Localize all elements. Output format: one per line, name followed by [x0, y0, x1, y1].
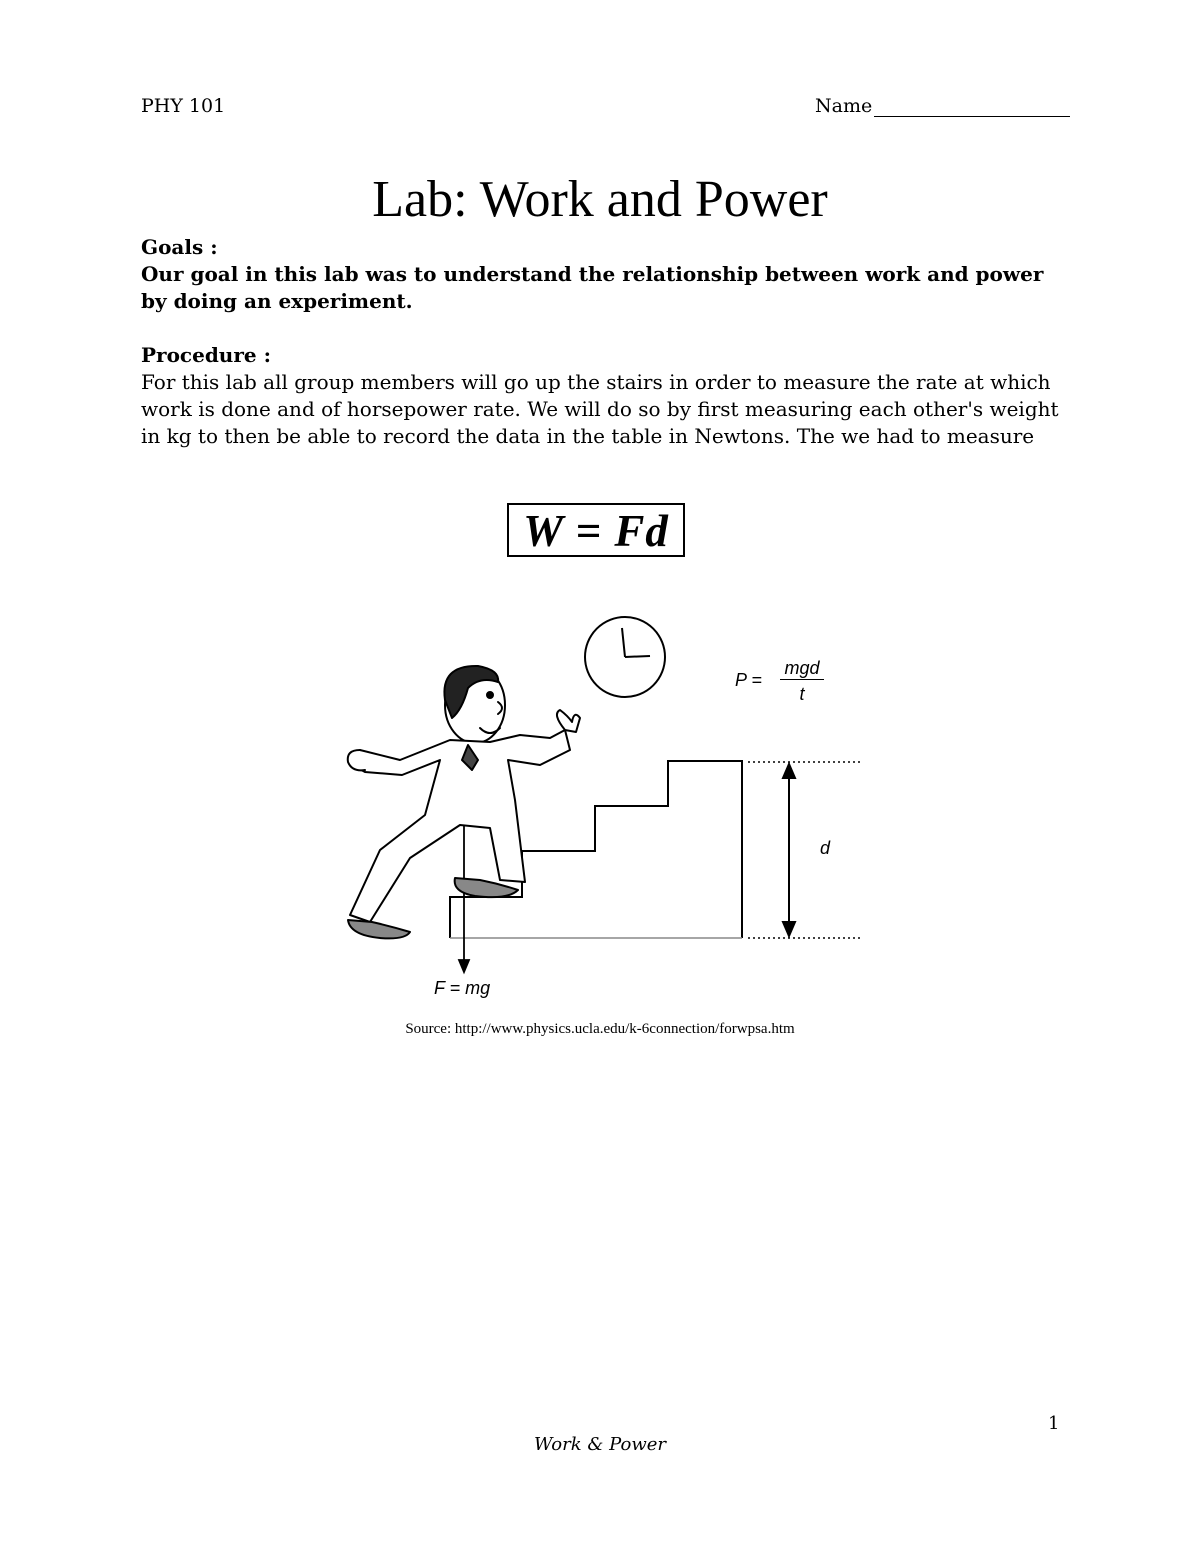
image-source-caption: Source: http://www.physics.ucla.edu/k-6connection/forwpsa.htm	[405, 1021, 795, 1037]
name-blank-line	[874, 97, 1070, 117]
procedure-heading: Procedure :	[141, 343, 271, 367]
power-denominator: t	[799, 684, 805, 704]
stair-climb-figure	[340, 610, 880, 1010]
distance-label: d	[820, 838, 831, 858]
clock-icon	[585, 617, 665, 697]
work-formula-box: W = Fd	[507, 503, 685, 557]
page-title: Lab: Work and Power	[372, 171, 828, 228]
page-footer: Work & Power	[534, 1434, 666, 1455]
procedure-text: For this lab all group members will go up the stairs in order to measure the rate at which work is done and of horsepower rate. We will do so by first measuring each other's weight in kg to then be able to record the data in the table in Newtons. The we had to measure	[141, 370, 1059, 448]
power-formula	[735, 670, 762, 691]
distance-arrow	[783, 764, 795, 936]
power-numerator: mgd	[780, 657, 824, 680]
goals-text: Our goal in this lab was to understand the relationship between work and power by doing an experiment.	[141, 262, 1044, 313]
goals-section	[141, 234, 1071, 315]
goals-heading: Goals :	[141, 235, 218, 259]
power-label: P =	[735, 670, 762, 690]
name-label: Name	[815, 95, 873, 117]
page-number: 1	[1048, 1413, 1060, 1434]
course-code: PHY 101	[141, 95, 226, 117]
procedure-section	[141, 342, 1071, 450]
name-field	[815, 95, 1070, 117]
force-label: F = mg	[434, 978, 491, 998]
